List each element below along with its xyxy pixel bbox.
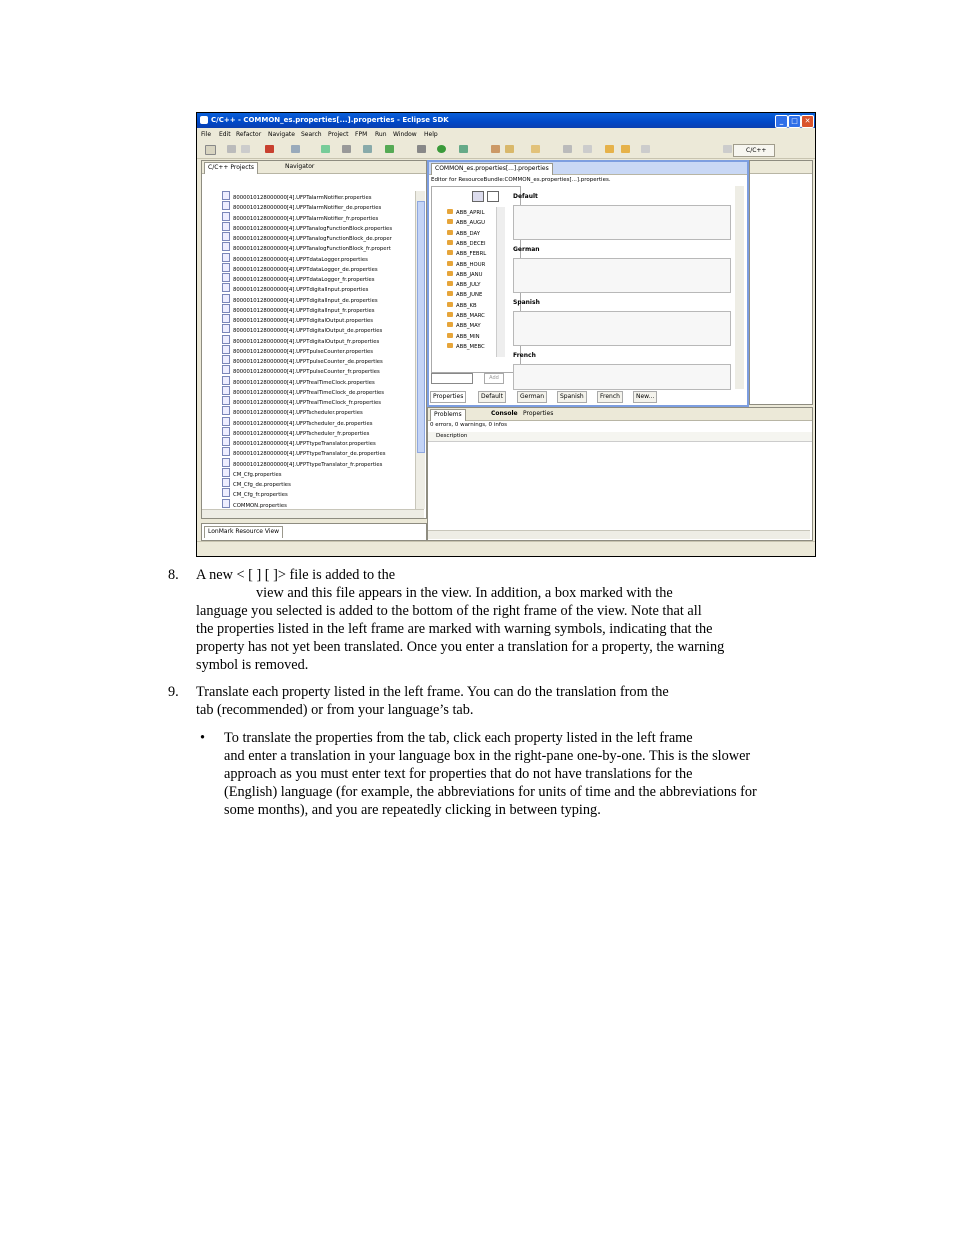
key-label: ABB_AUGU bbox=[456, 220, 486, 227]
lonmark-resource-view bbox=[201, 523, 427, 541]
step-9-line-1: Translate each property listed in the left frame. You can do the translation from the bbox=[196, 684, 669, 700]
tree-item[interactable] bbox=[222, 417, 372, 427]
tab-french[interactable]: French bbox=[597, 391, 623, 403]
tree-item-label: 8000010128000000[4].UFPTdigitalOutput.properties bbox=[233, 318, 374, 324]
properties-file-icon bbox=[222, 427, 230, 436]
tree-item-label: 8000010128000000[4].UFPTrealTimeClock_fr.properties bbox=[233, 400, 381, 406]
key-label: ABB_DAY bbox=[456, 230, 480, 237]
language-label-german: German bbox=[513, 246, 540, 253]
properties-file-icon bbox=[222, 294, 230, 303]
step-8-line-6: symbol is removed. bbox=[196, 657, 309, 673]
tree-item[interactable] bbox=[222, 386, 384, 396]
properties-file-icon bbox=[222, 263, 230, 272]
key-item[interactable] bbox=[447, 332, 480, 342]
next-annotation-icon[interactable] bbox=[583, 145, 592, 153]
tree-item-label: 8000010128000000[4].UFPTrealTimeClock.properties bbox=[233, 379, 375, 386]
external-tools-icon[interactable] bbox=[459, 145, 468, 153]
key-item[interactable] bbox=[447, 249, 486, 259]
tree-item[interactable] bbox=[222, 427, 369, 437]
problems-horizontal-scrollbar[interactable] bbox=[428, 530, 810, 539]
tree-item-label: 8000010128000000[4].UFPTanalogFunctionBlock_de.proper bbox=[233, 236, 392, 242]
tree-item[interactable] bbox=[222, 222, 392, 232]
debug-icon[interactable] bbox=[417, 145, 426, 153]
history-icon[interactable] bbox=[641, 145, 650, 153]
warning-key-icon bbox=[447, 333, 453, 338]
tab-console[interactable]: Console bbox=[491, 410, 518, 417]
window-titlebar bbox=[197, 113, 815, 128]
menu-window[interactable]: Window bbox=[393, 131, 417, 138]
warning-key-icon bbox=[447, 312, 453, 317]
tree-item[interactable] bbox=[222, 437, 376, 447]
menu-file[interactable]: File bbox=[201, 131, 212, 138]
new-file-icon[interactable] bbox=[363, 145, 372, 153]
tree-item-label: 8000010128000000[4].UFPTpulseCounter.properties bbox=[233, 348, 374, 355]
properties-file-icon bbox=[222, 222, 230, 231]
new-key-input[interactable] bbox=[431, 373, 473, 384]
tree-item-label: 8000010128000000[4].UFPTalarmNotifier_fr.properties bbox=[233, 215, 379, 222]
properties-file-icon bbox=[222, 488, 230, 497]
back-icon[interactable] bbox=[605, 145, 614, 153]
tree-item[interactable] bbox=[222, 212, 378, 222]
tree-item[interactable] bbox=[222, 376, 375, 386]
perspective-switcher[interactable] bbox=[733, 144, 775, 157]
editor-tabs bbox=[429, 162, 747, 175]
menu-refactor[interactable]: Refactor bbox=[236, 131, 262, 138]
properties-file-icon bbox=[222, 201, 230, 210]
tree-item[interactable] bbox=[222, 355, 383, 365]
pen-icon[interactable] bbox=[505, 145, 514, 153]
tab-properties[interactable]: Properties bbox=[430, 391, 466, 403]
warning-key-icon bbox=[447, 230, 453, 235]
tree-item-label: 8000010128000000[4].UFPTscheduler_fr.properties bbox=[233, 430, 370, 437]
key-item[interactable] bbox=[447, 208, 485, 218]
properties-file-icon bbox=[222, 396, 230, 405]
tab-lonmark-resource-view[interactable]: LonMark Resource View bbox=[204, 526, 283, 538]
tree-item[interactable] bbox=[222, 468, 282, 478]
tree-item[interactable] bbox=[222, 365, 380, 375]
tree-item-label: 8000010128000000[4].UFPTdataLogger_de.properties bbox=[233, 266, 378, 273]
properties-file-icon bbox=[222, 324, 230, 333]
tree-item[interactable] bbox=[222, 283, 368, 293]
tree-horizontal-scrollbar[interactable] bbox=[202, 509, 424, 518]
warning-key-icon bbox=[447, 343, 453, 348]
french-text-box[interactable] bbox=[513, 364, 731, 390]
tab-default[interactable]: Default bbox=[478, 391, 506, 403]
key-item[interactable] bbox=[447, 311, 485, 321]
step-9-line-2: tab (recommended) or from your language’s tab. bbox=[196, 702, 474, 718]
tree-item-label: CM_Cfg_de.properties bbox=[233, 482, 291, 488]
key-label: ABB_FEBRL bbox=[456, 251, 487, 258]
key-label: ABB_APRIL bbox=[456, 210, 485, 216]
search-icon[interactable] bbox=[491, 145, 500, 153]
problems-pane bbox=[427, 407, 813, 541]
eclipse-app-icon bbox=[200, 116, 208, 124]
step-8-line-2: view and this file appears in the view. In addition, a box marked with the bbox=[256, 585, 673, 601]
tree-item-label: 8000010128000000[4].UFPTalarmNotifier.properties bbox=[233, 195, 372, 201]
folder-icon[interactable] bbox=[531, 145, 540, 153]
key-label: ABB_JULY bbox=[456, 282, 481, 289]
tree-item-label: 8000010128000000[4].UFPTdataLogger.properties bbox=[233, 256, 368, 263]
tree-item-label: 8000010128000000[4].UFPTrealTimeClock_de.properties bbox=[233, 389, 385, 396]
warning-key-icon bbox=[447, 209, 453, 214]
properties-file-icon bbox=[222, 437, 230, 446]
tree-item[interactable] bbox=[222, 201, 381, 211]
projects-pane-tabs bbox=[202, 161, 426, 174]
new-icon[interactable] bbox=[205, 145, 216, 155]
prev-annotation-icon[interactable] bbox=[563, 145, 572, 153]
properties-file-icon bbox=[222, 335, 230, 344]
menu-bar bbox=[197, 128, 815, 140]
problems-summary: 0 errors, 0 warnings, 0 infos bbox=[430, 422, 507, 428]
tree-item[interactable] bbox=[222, 478, 291, 488]
menu-fpm[interactable]: FPM bbox=[355, 131, 368, 138]
tab-german[interactable]: German bbox=[517, 391, 547, 403]
tree-item-label: 8000010128000000[4].UFPTscheduler_de.properties bbox=[233, 420, 373, 427]
key-item[interactable] bbox=[447, 342, 485, 352]
bullet-line-2: and enter a translation in your language box in the right-pane one-by-one. This is the slower bbox=[224, 748, 751, 764]
step-8-line-1: A new < [ ] [ ]> file is added to the bbox=[196, 567, 396, 583]
properties-file-icon bbox=[222, 406, 230, 415]
close-button[interactable]: ✕ bbox=[801, 115, 814, 128]
warning-key-icon bbox=[447, 271, 453, 276]
new-project-icon[interactable] bbox=[321, 145, 330, 153]
minimize-button[interactable]: _ bbox=[775, 115, 788, 128]
tree-item-label: 8000010128000000[4].UFPTtypeTranslator.properties bbox=[233, 441, 376, 447]
tab-console-properties[interactable]: Properties bbox=[523, 410, 554, 417]
tree-item-label: 8000010128000000[4].UFPTtypeTranslator_fr.properties bbox=[233, 461, 383, 468]
key-label: ABB_MIN bbox=[456, 333, 480, 340]
problems-header bbox=[428, 432, 812, 442]
properties-file-icon bbox=[222, 417, 230, 426]
editor-header: Editor for ResourceBundle:COMMON_es.properties[...].properties. bbox=[431, 177, 611, 183]
new-class-icon[interactable] bbox=[385, 145, 394, 153]
key-item[interactable] bbox=[447, 280, 480, 290]
bullet-line-5: some months), and you are repeatedly clicking in between typing. bbox=[224, 802, 601, 818]
warning-key-icon bbox=[447, 219, 453, 224]
run-icon[interactable] bbox=[437, 145, 446, 153]
warning-key-icon bbox=[447, 291, 453, 296]
tab-spanish[interactable]: Spanish bbox=[557, 391, 587, 403]
properties-file-icon bbox=[222, 253, 230, 262]
properties-file-icon bbox=[222, 478, 230, 487]
properties-file-icon bbox=[222, 232, 230, 241]
step-8-line-3: language you selected is added to the bottom of the right frame of the view. Note that all bbox=[196, 603, 702, 619]
tree-item-label: 8000010128000000[4].UFPTdigitalOutput_de.properties bbox=[233, 328, 383, 335]
tab-new[interactable]: New... bbox=[633, 391, 657, 403]
tree-item[interactable] bbox=[222, 253, 368, 263]
tree-item[interactable] bbox=[222, 345, 373, 355]
properties-file-icon bbox=[222, 304, 230, 313]
tree-item[interactable] bbox=[222, 499, 287, 509]
add-key-button[interactable]: Add bbox=[484, 373, 504, 384]
properties-file-icon bbox=[222, 355, 230, 364]
tab-common-es-properties[interactable]: COMMON_es.properties[...].properties bbox=[431, 163, 553, 175]
save-icon[interactable] bbox=[227, 145, 236, 153]
key-item[interactable] bbox=[447, 321, 481, 331]
key-label: ABB_KB bbox=[456, 302, 477, 309]
forward-icon[interactable] bbox=[621, 145, 630, 153]
properties-file-icon bbox=[222, 283, 230, 292]
step-8-line-4: the properties listed in the left frame are marked with warning symbols, indicating that the bbox=[196, 621, 713, 637]
tree-item-label: 8000010128000000[4].UFPTanalogFunctionBlock_fr.propert bbox=[233, 246, 391, 253]
outline-pane-tabs bbox=[750, 161, 812, 174]
tree-item-label: 8000010128000000[4].UFPTdigitalInput_fr.properties bbox=[233, 307, 375, 314]
key-item[interactable] bbox=[447, 260, 485, 270]
tree-item-label: 8000010128000000[4].UFPTdigitalInput_de.properties bbox=[233, 297, 378, 304]
tree-item[interactable] bbox=[222, 242, 391, 252]
menu-run[interactable]: Run bbox=[375, 131, 387, 138]
tree-item-label: CM_Cfg_fr.properties bbox=[233, 492, 288, 499]
tree-scroll-thumb[interactable] bbox=[417, 201, 425, 453]
properties-file-icon bbox=[222, 365, 230, 374]
menu-search[interactable]: Search bbox=[301, 131, 322, 138]
language-label-spanish: Spanish bbox=[513, 299, 540, 306]
key-item[interactable] bbox=[447, 218, 485, 228]
description-column[interactable]: Description bbox=[436, 433, 468, 439]
tree-item[interactable] bbox=[222, 396, 381, 406]
outline-pane bbox=[749, 160, 813, 405]
menu-edit[interactable]: Edit bbox=[219, 131, 231, 138]
warning-key-icon bbox=[447, 261, 453, 266]
german-text-box[interactable] bbox=[513, 258, 731, 293]
key-item[interactable] bbox=[447, 290, 482, 300]
key-label: ABB_HOUR bbox=[456, 261, 486, 268]
bullet-line-3: approach as you must enter text for properties that do not have translations for the bbox=[224, 766, 693, 782]
bullet-marker: • bbox=[200, 730, 206, 746]
properties-file-icon bbox=[222, 499, 230, 508]
warning-key-icon bbox=[447, 322, 453, 327]
default-text-box[interactable] bbox=[513, 205, 731, 240]
properties-file-icon bbox=[222, 273, 230, 282]
tree-item[interactable] bbox=[222, 458, 382, 468]
build-icon[interactable] bbox=[265, 145, 274, 153]
key-item[interactable] bbox=[447, 301, 477, 311]
properties-file-icon bbox=[222, 458, 230, 467]
menu-project[interactable]: Project bbox=[328, 131, 349, 138]
properties-file-icon bbox=[222, 376, 230, 385]
key-label: ABB_MARC bbox=[456, 313, 485, 319]
tree-view-icon[interactable] bbox=[487, 191, 499, 202]
tab-navigator[interactable]: Navigator bbox=[285, 163, 315, 170]
warning-key-icon bbox=[447, 240, 453, 245]
properties-file-icon bbox=[222, 447, 230, 456]
tree-item[interactable] bbox=[222, 191, 372, 201]
tree-item-label: 8000010128000000[4].UFPTdataLogger_fr.properties bbox=[233, 277, 375, 283]
tree-vertical-scrollbar[interactable] bbox=[415, 191, 425, 509]
key-item[interactable] bbox=[447, 239, 486, 249]
properties-file-icon bbox=[222, 314, 230, 323]
tree-item-label: 8000010128000000[4].UFPTpulseCounter_de.properties bbox=[233, 359, 383, 365]
status-bar bbox=[197, 541, 815, 557]
keys-scrollbar[interactable] bbox=[496, 207, 505, 357]
maximize-button[interactable]: □ bbox=[788, 115, 801, 128]
warning-key-icon bbox=[447, 302, 453, 307]
key-label: ABB_JANU bbox=[456, 271, 483, 278]
properties-file-icon bbox=[222, 212, 230, 221]
window-title: C/C++ - COMMON_es.properties[...].properties - Eclipse SDK bbox=[211, 116, 449, 124]
tree-item[interactable] bbox=[222, 488, 288, 498]
tree-item[interactable] bbox=[222, 294, 378, 304]
spanish-text-box[interactable] bbox=[513, 311, 731, 346]
editor-scrollbar[interactable] bbox=[735, 186, 744, 389]
open-perspective-icon[interactable] bbox=[723, 145, 732, 153]
tree-item[interactable] bbox=[222, 232, 392, 242]
tree-item-label: 8000010128000000[4].UFPTdigitalInput.properties bbox=[233, 287, 369, 294]
tree-item-label: COMMON.properties bbox=[233, 502, 287, 509]
tree-item-label: 8000010128000000[4].UFPTdigitalOutput_fr.properties bbox=[233, 338, 380, 345]
key-label: ABB_MEBC bbox=[456, 343, 485, 350]
key-label: ABB_JUNE bbox=[456, 292, 483, 299]
tab-cpp-projects[interactable]: C/C++ Projects bbox=[204, 162, 258, 174]
print-icon[interactable] bbox=[241, 145, 250, 153]
key-label: ABB_DECEI bbox=[456, 240, 486, 247]
properties-file-icon bbox=[222, 386, 230, 395]
properties-file-icon bbox=[222, 468, 230, 477]
bullet-line-4: (English) language (for example, the abbreviations for units of time and the abbreviations for bbox=[224, 784, 757, 800]
properties-file-icon bbox=[222, 242, 230, 251]
warning-key-icon bbox=[447, 281, 453, 286]
tree-item-label: 8000010128000000[4].UFPTalarmNotifier_de.properties bbox=[233, 205, 382, 212]
tree-item-label: 8000010128000000[4].UFPTanalogFunctionBlock.properties bbox=[233, 225, 393, 232]
tree-item-label: 8000010128000000[4].UFPTtypeTranslator_de.properties bbox=[233, 451, 386, 458]
tree-item[interactable] bbox=[222, 324, 382, 334]
new-folder-icon[interactable] bbox=[342, 145, 351, 153]
tree-item[interactable] bbox=[222, 273, 375, 283]
tree-item[interactable] bbox=[222, 304, 375, 314]
perspective-label: C/C++ bbox=[746, 147, 767, 154]
tab-problems[interactable]: Problems bbox=[430, 409, 466, 421]
main-toolbar bbox=[197, 140, 815, 159]
flat-view-icon[interactable] bbox=[472, 191, 484, 202]
bullet-line-1: To translate the properties from the tab, click each property listed in the left frame bbox=[224, 730, 693, 746]
properties-file-icon bbox=[222, 345, 230, 354]
tree-item-label: 8000010128000000[4].UFPTpulseCounter_fr.properties bbox=[233, 369, 380, 376]
key-item[interactable] bbox=[447, 229, 480, 239]
properties-file-icon bbox=[222, 191, 230, 200]
step-8-number: 8. bbox=[168, 567, 179, 583]
projects-pane bbox=[201, 160, 427, 519]
menu-navigate[interactable]: Navigate bbox=[268, 131, 295, 138]
menu-help[interactable]: Help bbox=[424, 131, 438, 138]
tree-item[interactable] bbox=[222, 447, 386, 457]
key-item[interactable] bbox=[447, 270, 482, 280]
step-8-line-5: property has not yet been translated. Once you enter a translation for a property, the warning bbox=[196, 639, 725, 655]
language-label-default: Default bbox=[513, 193, 538, 200]
warning-key-icon bbox=[447, 250, 453, 255]
tree-item[interactable] bbox=[222, 406, 363, 416]
open-type-icon[interactable] bbox=[291, 145, 300, 153]
tree-item[interactable] bbox=[222, 335, 379, 345]
problems-pane-tabs bbox=[428, 408, 812, 421]
tree-item[interactable] bbox=[222, 263, 378, 273]
key-label: ABB_MAY bbox=[456, 323, 481, 330]
eclipse-screenshot bbox=[196, 112, 816, 557]
tree-item-label: 8000010128000000[4].UFPTscheduler.properties bbox=[233, 410, 363, 417]
tree-item[interactable] bbox=[222, 314, 373, 324]
step-9-number: 9. bbox=[168, 684, 179, 700]
tree-item-label: CM_Cfg.properties bbox=[233, 471, 282, 478]
language-label-french: French bbox=[513, 352, 536, 359]
